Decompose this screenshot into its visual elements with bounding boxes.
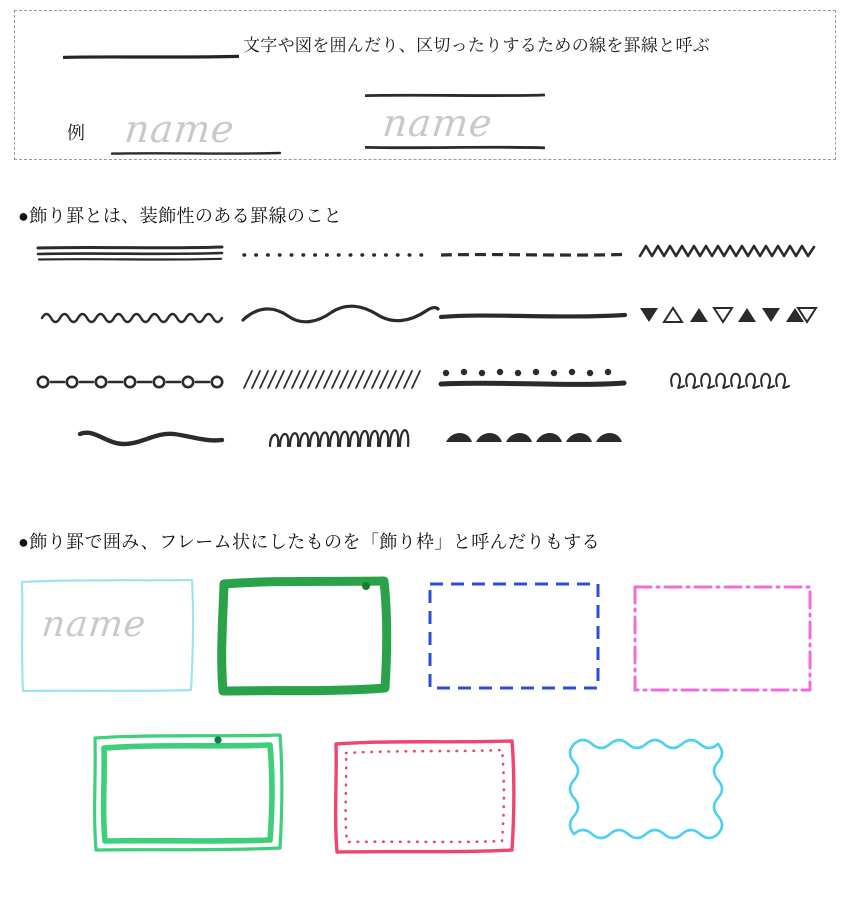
thick-wave-rule <box>76 424 272 470</box>
frame-label-text: name <box>39 604 149 645</box>
loop-rule <box>666 366 855 412</box>
diagonal-hatch-rule <box>240 366 436 412</box>
section-heading-decorative-rules: ●飾り罫とは、装飾性のある罫線のこと <box>18 206 343 226</box>
pink-dotted-frame <box>330 736 518 856</box>
light-blue-thin-frame <box>18 576 196 694</box>
green-double-frame <box>90 730 288 854</box>
dashed-rule <box>438 246 634 292</box>
sample-word-text: name <box>380 101 495 145</box>
large-wave-rule <box>240 298 436 344</box>
decorative-frames-group <box>0 560 855 900</box>
example-label: 例 <box>67 123 85 143</box>
triangle-rule <box>638 302 834 348</box>
definition-box <box>14 10 836 160</box>
brush-solid-rule <box>438 306 634 352</box>
dot-over-line-rule <box>438 364 634 410</box>
sample-word-text: name <box>122 107 237 151</box>
section-heading-decorative-frames: ●飾り罫で囲み、フレーム状にしたものを「飾り枠」と呼んだりもする <box>18 532 601 552</box>
fine-dotted-rule <box>240 246 436 292</box>
plain-rule-sample <box>63 47 239 53</box>
underline-stroke <box>111 151 281 156</box>
green-thick-frame <box>214 574 394 696</box>
decorative-rules-grid <box>18 240 828 470</box>
circle-dash-rule <box>34 368 230 414</box>
spring-rule <box>266 422 462 468</box>
blue-dashed-frame <box>424 578 604 694</box>
pink-dash-dot-frame <box>630 582 816 698</box>
definition-text: 文字や図を囲んだり、区切ったりするための線を罫線と呼ぶ <box>243 36 711 55</box>
underline-stroke <box>365 145 545 150</box>
small-wave-rule <box>40 304 236 350</box>
triple-solid-rule <box>36 240 232 286</box>
cyan-wavy-frame <box>566 732 754 856</box>
petal-rule <box>444 428 640 474</box>
overline-stroke <box>365 93 545 98</box>
example-overline-underline-sample <box>365 93 545 155</box>
example-underline-sample <box>111 107 281 161</box>
zigzag-rule <box>638 240 834 286</box>
